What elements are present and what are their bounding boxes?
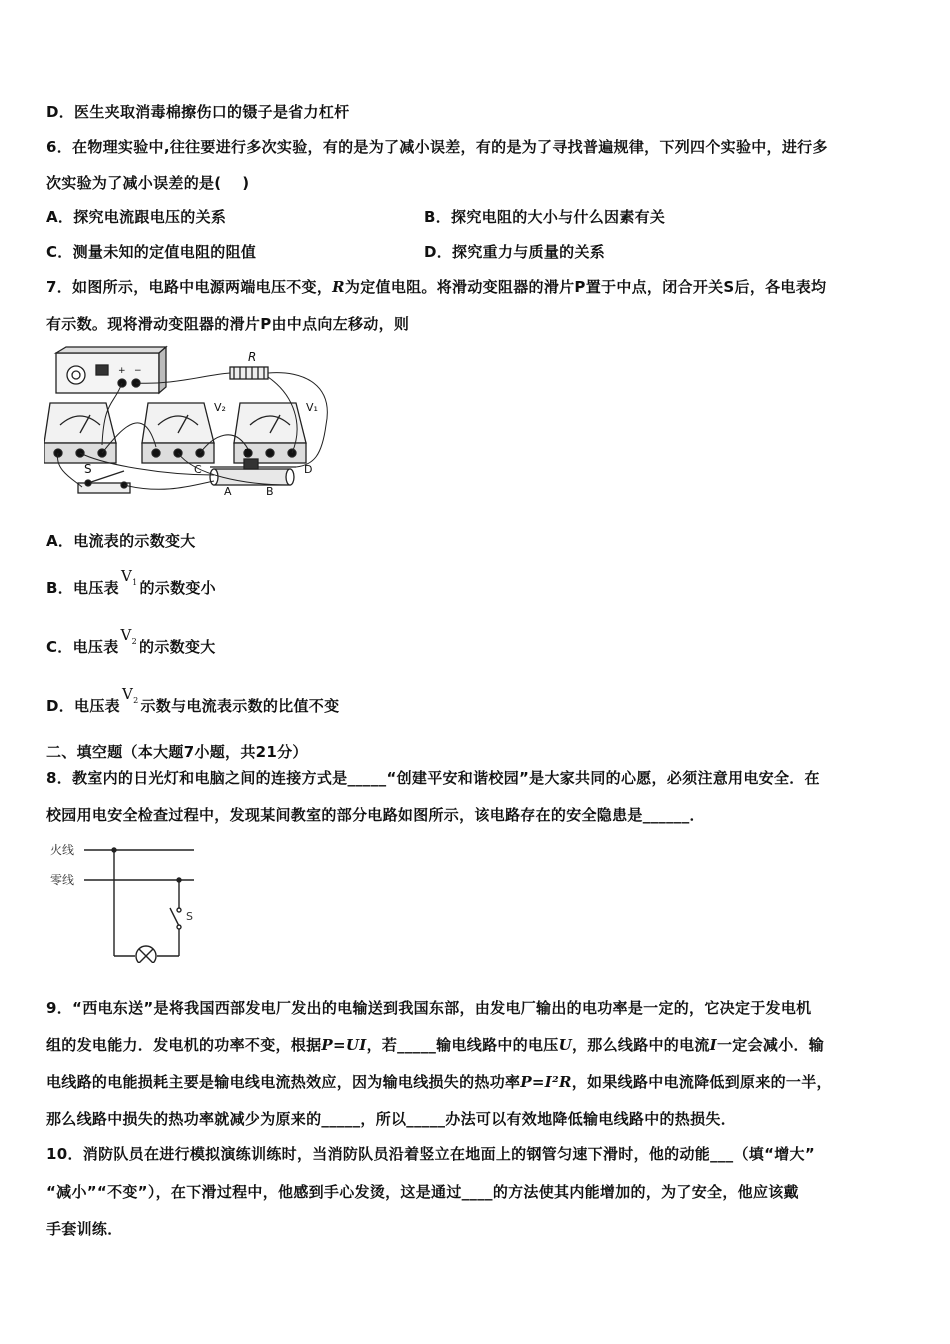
q8-stem-2: 校园用电安全检查过程中，发现某间教室的部分电路如图所示，该电路存在的安全隐患是______． xyxy=(46,806,705,824)
q9-stem-4: 那么线路中损失的热功率就减少为原来的_____，所以_____办法可以有效地降低输电线路中的热损失． xyxy=(46,1110,737,1128)
q10-stem-3: 手套训练． xyxy=(46,1220,123,1238)
q6-options-row-2 xyxy=(46,241,606,262)
lamp-icon xyxy=(136,946,156,963)
q7-circuit-figure xyxy=(44,345,344,500)
v1-label: V₁ xyxy=(306,401,318,414)
ammeter xyxy=(44,403,116,463)
minus-label: − xyxy=(134,366,142,376)
q7-stem-1: 7．如图所示，电路中电源两端电压不变，R为定值电阻。将滑动变阻器的滑片P置于中点，闭合开关S后，各电表均 xyxy=(46,278,827,296)
q10-stem-1: 10．消防队员在进行模拟演练训练时，当消防队员沿着竖立在地面上的钢管匀速下滑时，他的动能___（填“增大” xyxy=(46,1145,815,1163)
q9-stem-1: 9．“西电东送”是将我国西部发电厂发出的电输送到我国东部，由发电厂输出的电功率是一定的，它决定于发电机 xyxy=(46,999,812,1017)
q8-stem-1: 8．教室内的日光灯和电脑之间的连接方式是_____“创建平安和谐校园”是大家共同的心愿，必须注意用电安全．在 xyxy=(46,769,820,787)
d-label: D xyxy=(304,463,313,476)
q7-option-a: A．电流表的示数变大 xyxy=(46,532,196,550)
q9-stem-3: 电线路的电能损耗主要是输电线电流热效应，因为输电线损失的热功率P=I²R，如果线路中电流降低到原来的一半， xyxy=(46,1073,832,1091)
v2-symbol: $V_2$ xyxy=(121,685,139,705)
voltmeter-v2 xyxy=(142,401,226,463)
plus-label: + xyxy=(118,366,126,376)
v2-label: V₂ xyxy=(214,401,226,414)
switch-s xyxy=(78,462,130,493)
v2-symbol: $V_2$ xyxy=(120,626,138,646)
neutral-wire-label: 零线 xyxy=(50,873,75,887)
c-label: C xyxy=(194,463,202,476)
q7-option-c: C．电压表$V_2$ 的示数变大 xyxy=(46,626,216,656)
q9-stem-2: 组的发电能力．发电机的功率不变，根据P=UI，若_____输电线路中的电压U，那么线路中的电流I一定会减小．输 xyxy=(46,1036,825,1054)
q6-option-a: A．探究电流跟电压的关系 xyxy=(46,208,227,226)
b-label: B xyxy=(266,485,274,498)
q10-stem-2: “减小”“不变”），在下滑过程中，他感到手心发烫，这是通过____的方法使其内能增加的，为了安全，他应该戴 xyxy=(46,1183,799,1201)
switch-s-label: S xyxy=(186,910,193,923)
q6-stem-2: 次实验为了减小误差的是( ) xyxy=(46,174,250,192)
section-2-heading: 二、填空题（本大题7小题，共21分） xyxy=(46,743,308,761)
q6-option-b: B．探究电阻的大小与什么因素有关 xyxy=(424,208,666,226)
q6-options-row-1 xyxy=(46,206,666,227)
q7-option-b: B．电压表$V_1$ 的示数变小 xyxy=(46,567,216,597)
a-label: A xyxy=(224,485,232,498)
q7-stem-2: 有示数。现将滑动变阻器的滑片P由中点向左移动，则 xyxy=(46,315,410,333)
q5-option-d: D．医生夹取消毒棉擦伤口的镊子是省力杠杆 xyxy=(46,103,350,121)
resistor-r xyxy=(230,350,268,379)
q6-option-c: C．测量未知的定值电阻的阻值 xyxy=(46,243,257,261)
q7-option-d: D．电压表$V_2$ 示数与电流表示数的比值不变 xyxy=(46,685,340,715)
v1-symbol: $V_1$ xyxy=(120,567,138,587)
q6-option-d: D．探究重力与质量的关系 xyxy=(424,243,606,261)
var-r: R xyxy=(332,278,345,296)
live-wire-label: 火线 xyxy=(50,843,75,857)
power-supply xyxy=(56,347,166,393)
p-label: P xyxy=(244,447,251,460)
r-label: R xyxy=(248,350,257,364)
s-label: S xyxy=(84,462,92,476)
q6-stem-1: 6．在物理实验中,往往要进行多次实验，有的是为了减小误差，有的是为了寻找普遍规律，下列四个实验中，进行多 xyxy=(46,138,828,156)
q8-wiring-figure xyxy=(46,838,206,963)
